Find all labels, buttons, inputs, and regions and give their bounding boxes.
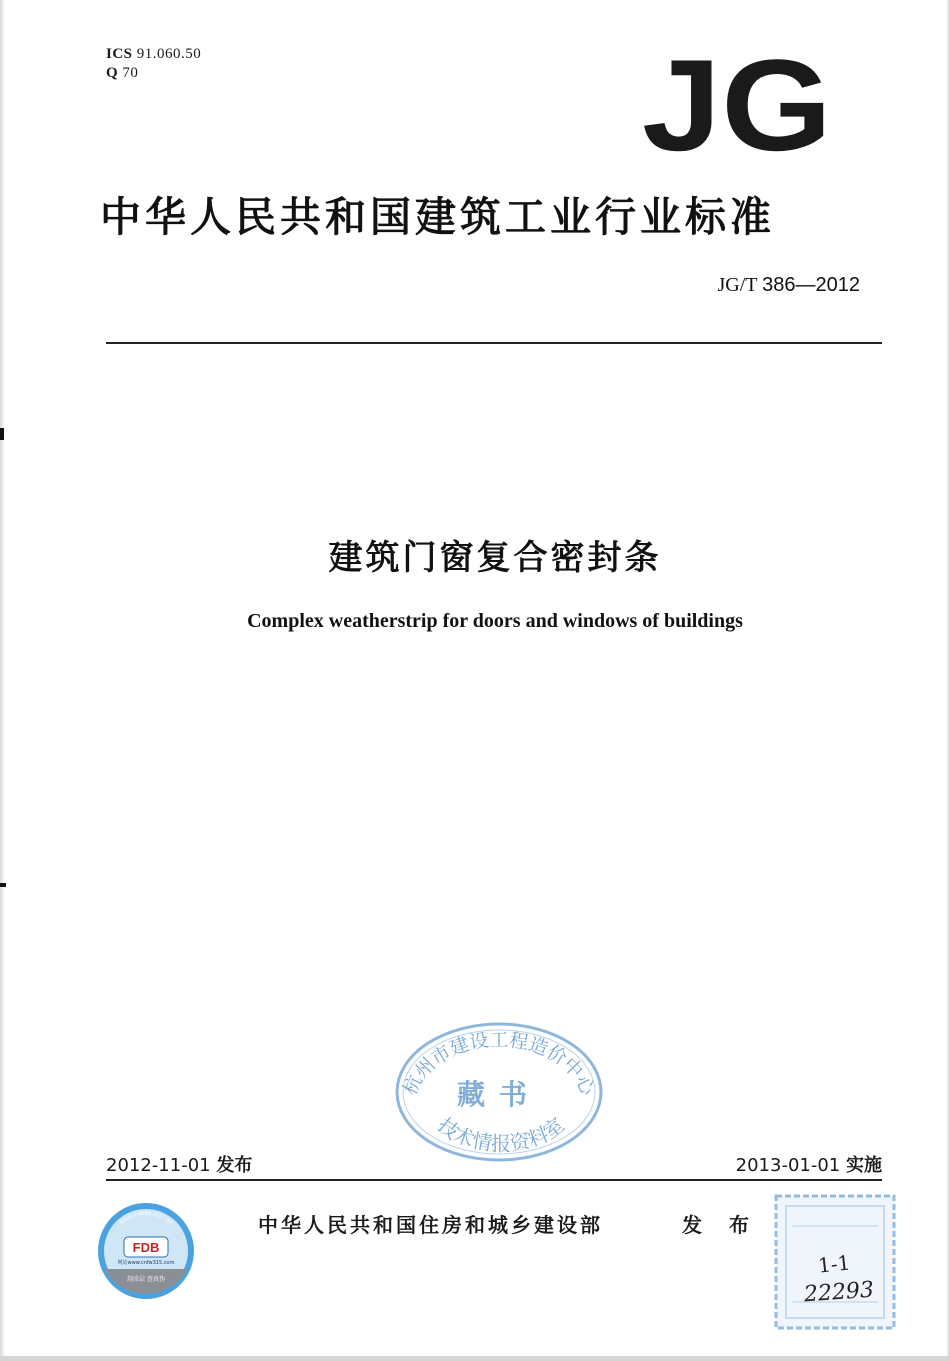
- document-title-en: Complex weatherstrip for doors and windows of buildings: [247, 610, 743, 632]
- seal-bottom-text: 技术情报资料室: [433, 1112, 569, 1156]
- standard-number: [717, 274, 860, 297]
- library-seal-stamp: [392, 1018, 606, 1166]
- footer-divider: [106, 1179, 882, 1181]
- ics-code: 91.060.50: [136, 46, 202, 62]
- scan-mark: [0, 883, 6, 887]
- ccs-label: Q: [106, 65, 119, 81]
- scan-edge-left: [0, 0, 5, 1361]
- standard-prefix: JG/T: [717, 274, 758, 296]
- classification-codes: [106, 45, 201, 83]
- issue-date-label: 发布: [216, 1155, 253, 1176]
- scan-mark: [0, 428, 4, 440]
- issue-date: [106, 1151, 252, 1177]
- anticounterfeit-web-text: 网站www.cnfw315.com: [117, 1260, 175, 1266]
- implementation-date-value: 2013-01-01: [735, 1155, 841, 1176]
- standard-number-value: 386—2012: [762, 274, 860, 296]
- implementation-date-label: 实施: [846, 1155, 882, 1176]
- publisher-name: 中华人民共和国住房和城乡建设部: [258, 1213, 603, 1237]
- issue-date-value: 2012-11-01: [106, 1155, 211, 1176]
- seal-center-text: 藏书: [456, 1078, 542, 1111]
- standard-category-title: 中华人民共和国建筑工业行业标准: [100, 193, 775, 241]
- scan-edge-bottom: [0, 1356, 950, 1361]
- scan-edge-right: [946, 0, 950, 1361]
- anticounterfeit-top-text: 查询电话4006-315-315: [118, 1210, 174, 1227]
- seal-ring-text: 杭州市建设工程造价中心: [399, 1029, 599, 1099]
- anticounterfeit-logo-text: FDB: [132, 1240, 160, 1255]
- anticounterfeit-bottom-text: 刮涂层 查真伪: [127, 1276, 165, 1283]
- publish-label: 发 布: [682, 1213, 759, 1237]
- header-divider: [106, 342, 882, 344]
- ics-label: ICS: [106, 46, 133, 62]
- implementation-date: [736, 1151, 882, 1177]
- ccs-code: 70: [122, 65, 139, 81]
- jg-logo: [640, 52, 835, 156]
- handwritten-note-line1: 1-1: [816, 1250, 852, 1278]
- document-title-cn: 建筑门窗复合密封条: [328, 538, 662, 578]
- anticounterfeit-label-icon: [96, 1201, 196, 1301]
- jg-logo-text: JG: [642, 52, 832, 156]
- handwritten-note-line2: 22293: [803, 1277, 875, 1308]
